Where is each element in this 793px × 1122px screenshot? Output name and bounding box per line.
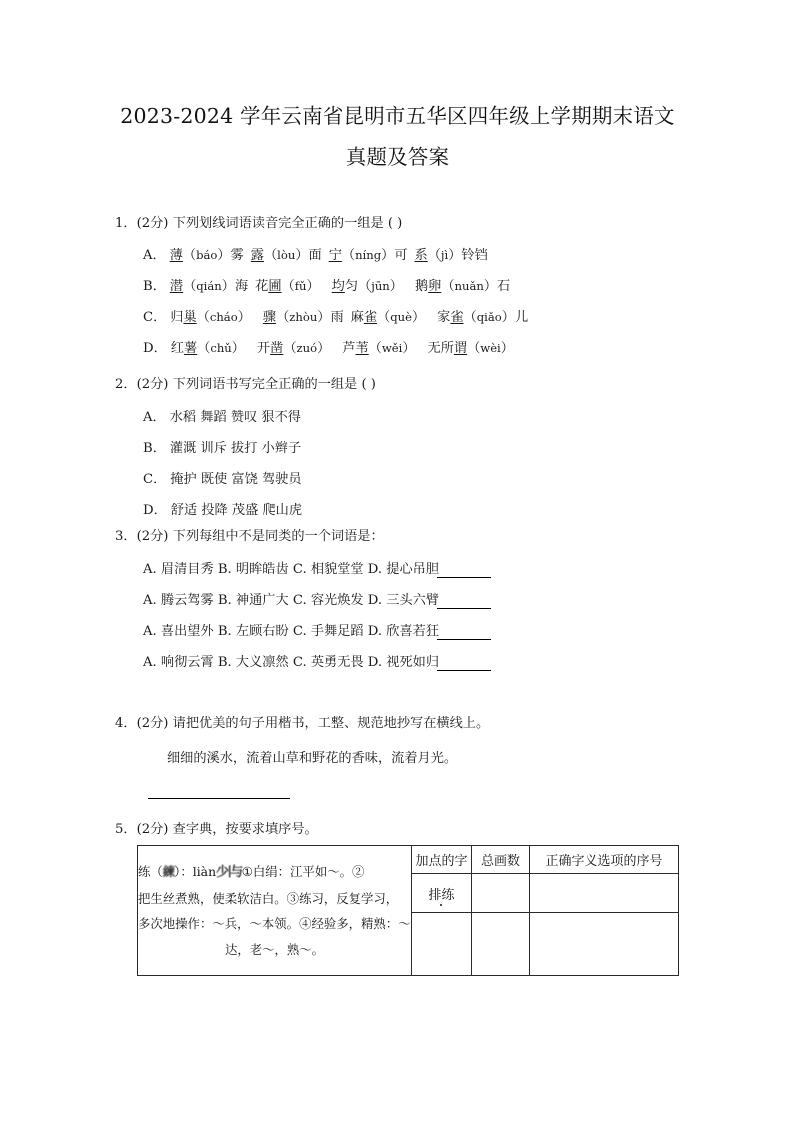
obscured-annotation-mark: 少∣与 [216, 865, 242, 880]
option-label-b: B． [143, 441, 166, 456]
table-row [138, 846, 679, 874]
option-text-c: 掩护 既使 富饶 驾驶员 [170, 472, 302, 487]
question-4-answer-blank[interactable] [148, 798, 290, 799]
cell-stroke-count[interactable] [472, 874, 530, 913]
question-3-answer-blank-3[interactable] [437, 639, 491, 640]
question-2-option-b [143, 439, 301, 459]
option-text-b: 灌溉 训斥 拔打 小辫子 [169, 441, 302, 456]
option-label-a: A． [143, 248, 166, 263]
dictionary-table [137, 845, 679, 976]
question-4-sentence: 细细的溪水，流着山草和野花的香味，流着月光。 [167, 751, 458, 766]
question-1-option-c: C． 归巢（cháo） 骤（zhòu）雨 麻雀（què） 家雀（qiǎo）儿 [143, 310, 529, 325]
cell-meaning-option[interactable] [530, 874, 679, 913]
question-1-option-a: A． 薄（báo）雾 露（lòu）面 宁（níng）可 系（jì）铃铛 [143, 248, 488, 263]
option-label-c: C． [143, 310, 167, 325]
question-3-group-1: A. 眉清目秀 B. 明眸皓齿 C. 相貌堂堂 D. 提心吊胆 [143, 562, 440, 577]
dictionary-entry-line-1 [138, 859, 411, 886]
marked-word-value: 排练 [428, 884, 454, 903]
cell-marked-char-empty[interactable] [412, 913, 472, 976]
dictionary-entry-line-2: 把生丝煮熟，使柔软洁白。③练习，反复学习， [138, 890, 399, 906]
option-text-d: 舒适 投降 茂盛 爬山虎 [170, 503, 303, 518]
question-3-stem: 3．(2分) 下列每组中不是同类的一个词语是： [115, 529, 384, 544]
question-2-option-a [143, 408, 301, 428]
option-text-a: 水稻 舞蹈 赞叹 狠不得 [169, 410, 301, 425]
question-1-stem: 1．(2分) 下列划线词语读音完全正确的一组是 ( ) [115, 216, 403, 231]
dictionary-entry-line-3: 多次地操作：～兵，～本领。④经验多，精熟：～ [138, 916, 411, 931]
cell-meaning-option-empty[interactable] [530, 913, 679, 976]
option-label-b: B． [143, 279, 166, 294]
entry-prefix: 练（ [138, 864, 163, 879]
title-line-2: 真题及答案 [345, 145, 450, 169]
question-2-option-c [143, 470, 302, 490]
question-2-stem: 2．(2分) 下列词语书写完全正确的一组是 ( ) [115, 377, 376, 392]
table-header-meaning-option: 正确字义选项的序号 [530, 846, 679, 874]
entry-sense-1: ①白绢：江平如～。② [241, 864, 365, 879]
page-title [110, 96, 685, 178]
entry-pinyin: ）：liàn [174, 864, 217, 879]
option-label-d: D． [143, 503, 167, 518]
question-3-answer-blank-4[interactable] [437, 670, 491, 671]
cell-stroke-count-empty[interactable] [472, 913, 530, 976]
option-label-a: A． [143, 410, 166, 425]
dictionary-entry-cell [138, 846, 412, 976]
question-1-option-d: D． 红薯（chǔ） 开凿（zuó） 芦苇（wěi） 无所谓（wèi） [143, 341, 514, 356]
cell-marked-char [412, 874, 472, 913]
question-3-answer-blank-1[interactable] [437, 577, 491, 578]
table-header-stroke-count: 总画数 [472, 846, 530, 874]
question-5-stem: 5．(2分) 查字典，按要求填序号。 [115, 822, 318, 837]
question-3-answer-blank-2[interactable] [437, 608, 491, 609]
question-3-group-2: A. 腾云驾雾 B. 神通广大 C. 容光焕发 D. 三头六臂 [143, 593, 440, 608]
question-3-group-4: A. 响彻云霄 B. 大义凛然 C. 英勇无畏 D. 视死如归 [143, 655, 440, 670]
table-header-marked-char: 加点的字 [412, 846, 472, 874]
seal-script-glyph: 練 [162, 864, 175, 879]
dictionary-entry-line-4: 达，老～，熟～。 [224, 941, 325, 957]
option-label-d: D． [143, 341, 167, 356]
question-2-option-d [143, 501, 302, 521]
question-1-option-b: B． 潜（qián）海 花圃（fǔ） 均匀（jūn） 鹅卵（nuǎn）石 [143, 279, 511, 294]
title-line-1: 2023-2024 学年云南省昆明市五华区四年级上学期期末语文 [120, 104, 675, 128]
question-4-stem: 4．(2分) 请把优美的句子用楷书，工整、规范地抄写在横线上。 [115, 716, 490, 731]
question-3-group-3: A. 喜出望外 B. 左顾右盼 C. 手舞足蹈 D. 欣喜若狂 [143, 624, 440, 639]
option-label-c: C． [143, 472, 167, 487]
